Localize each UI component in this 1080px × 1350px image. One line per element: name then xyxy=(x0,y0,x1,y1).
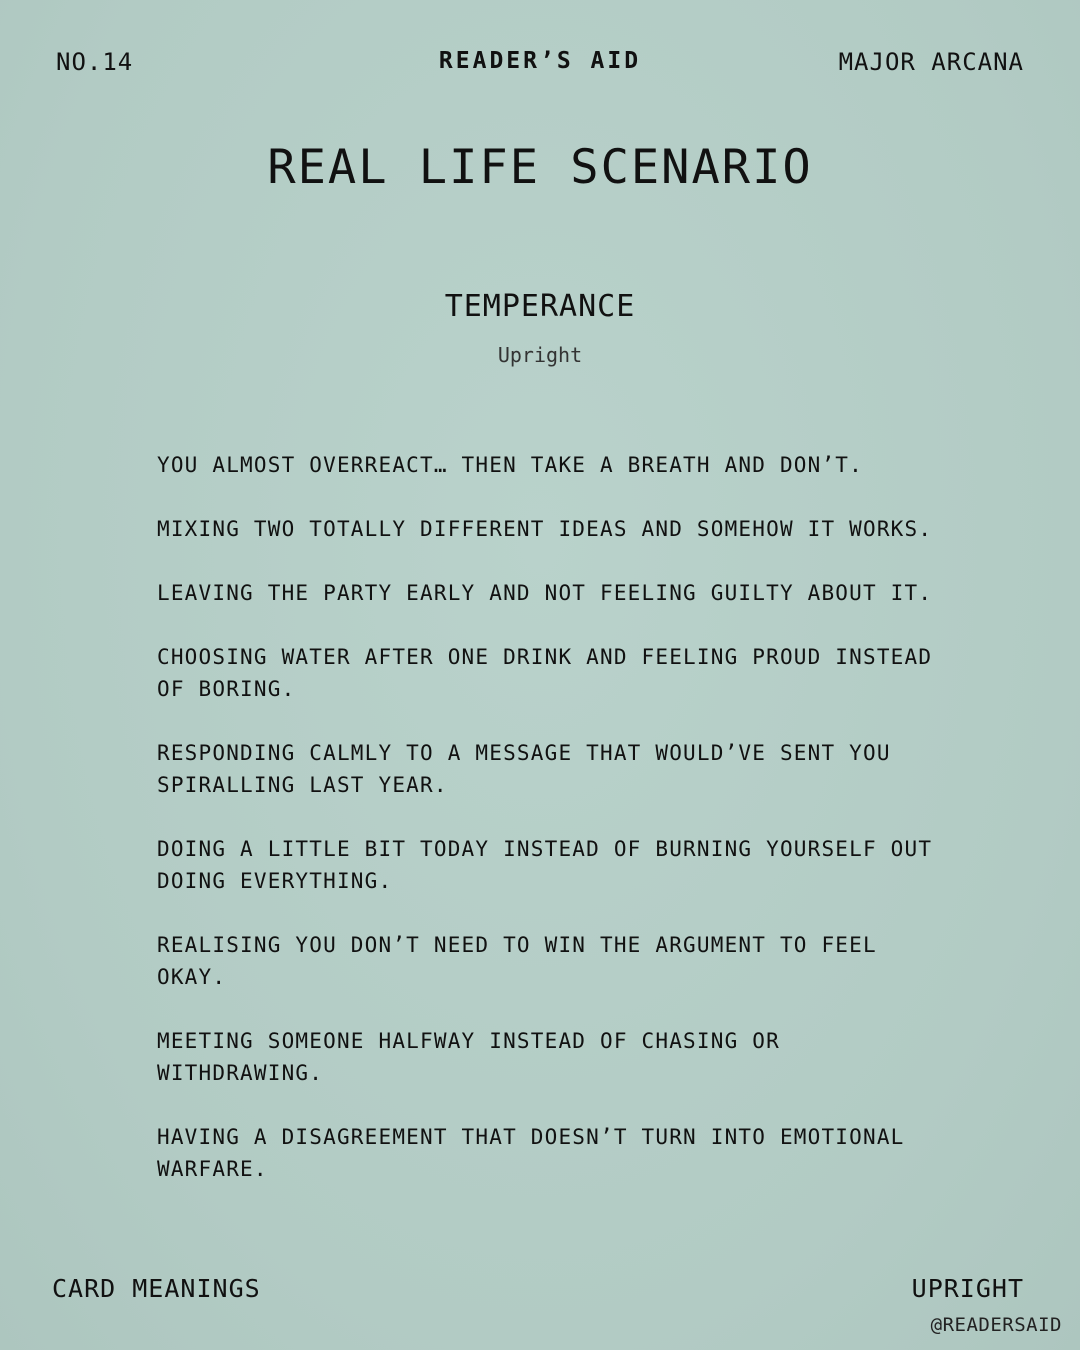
footer-card-meanings: CARD MEANINGS xyxy=(52,1274,261,1303)
scenario-item: HAVING A DISAGREEMENT THAT DOESN’T TURN INTO EMOTIONAL WARFARE. xyxy=(157,1125,905,1181)
card-orientation: Upright xyxy=(497,343,583,367)
arcana-category: MAJOR ARCANA xyxy=(838,48,1024,76)
scenario-item: RESPONDING CALMLY TO A MESSAGE THAT WOULD’VE SENT YOU SPIRALLING LAST YEAR. xyxy=(157,741,891,797)
card-number: NO.14 xyxy=(56,48,134,76)
scenario-item: CHOOSING WATER AFTER ONE DRINK AND FEELING PROUD INSTEAD OF BORING. xyxy=(157,645,933,701)
scenario-item: MEETING SOMEONE HALFWAY INSTEAD OF CHASING OR WITHDRAWING. xyxy=(157,1029,780,1085)
scenario-list xyxy=(157,449,937,1217)
card-name: TEMPERANCE xyxy=(444,289,636,324)
scenario-item: LEAVING THE PARTY EARLY AND NOT FEELING GUILTY ABOUT IT. xyxy=(157,581,933,605)
social-handle: @READERSAID xyxy=(930,1314,1062,1336)
scenario-item: DOING A LITTLE BIT TODAY INSTEAD OF BURNING YOURSELF OUT DOING EVERYTHING. xyxy=(157,837,933,893)
footer-orientation: UPRIGHT xyxy=(911,1274,1024,1303)
scenario-item: YOU ALMOST OVERREACT… THEN TAKE A BREATH AND DON’T. xyxy=(157,453,863,477)
page-title: REAL LIFE SCENARIO xyxy=(267,140,813,195)
brand-name: READER’S AID xyxy=(438,48,642,74)
scenario-item: REALISING YOU DON’T NEED TO WIN THE ARGUMENT TO FEEL OKAY. xyxy=(157,933,877,989)
scenario-item: MIXING TWO TOTALLY DIFFERENT IDEAS AND SOMEHOW IT WORKS. xyxy=(157,517,933,541)
